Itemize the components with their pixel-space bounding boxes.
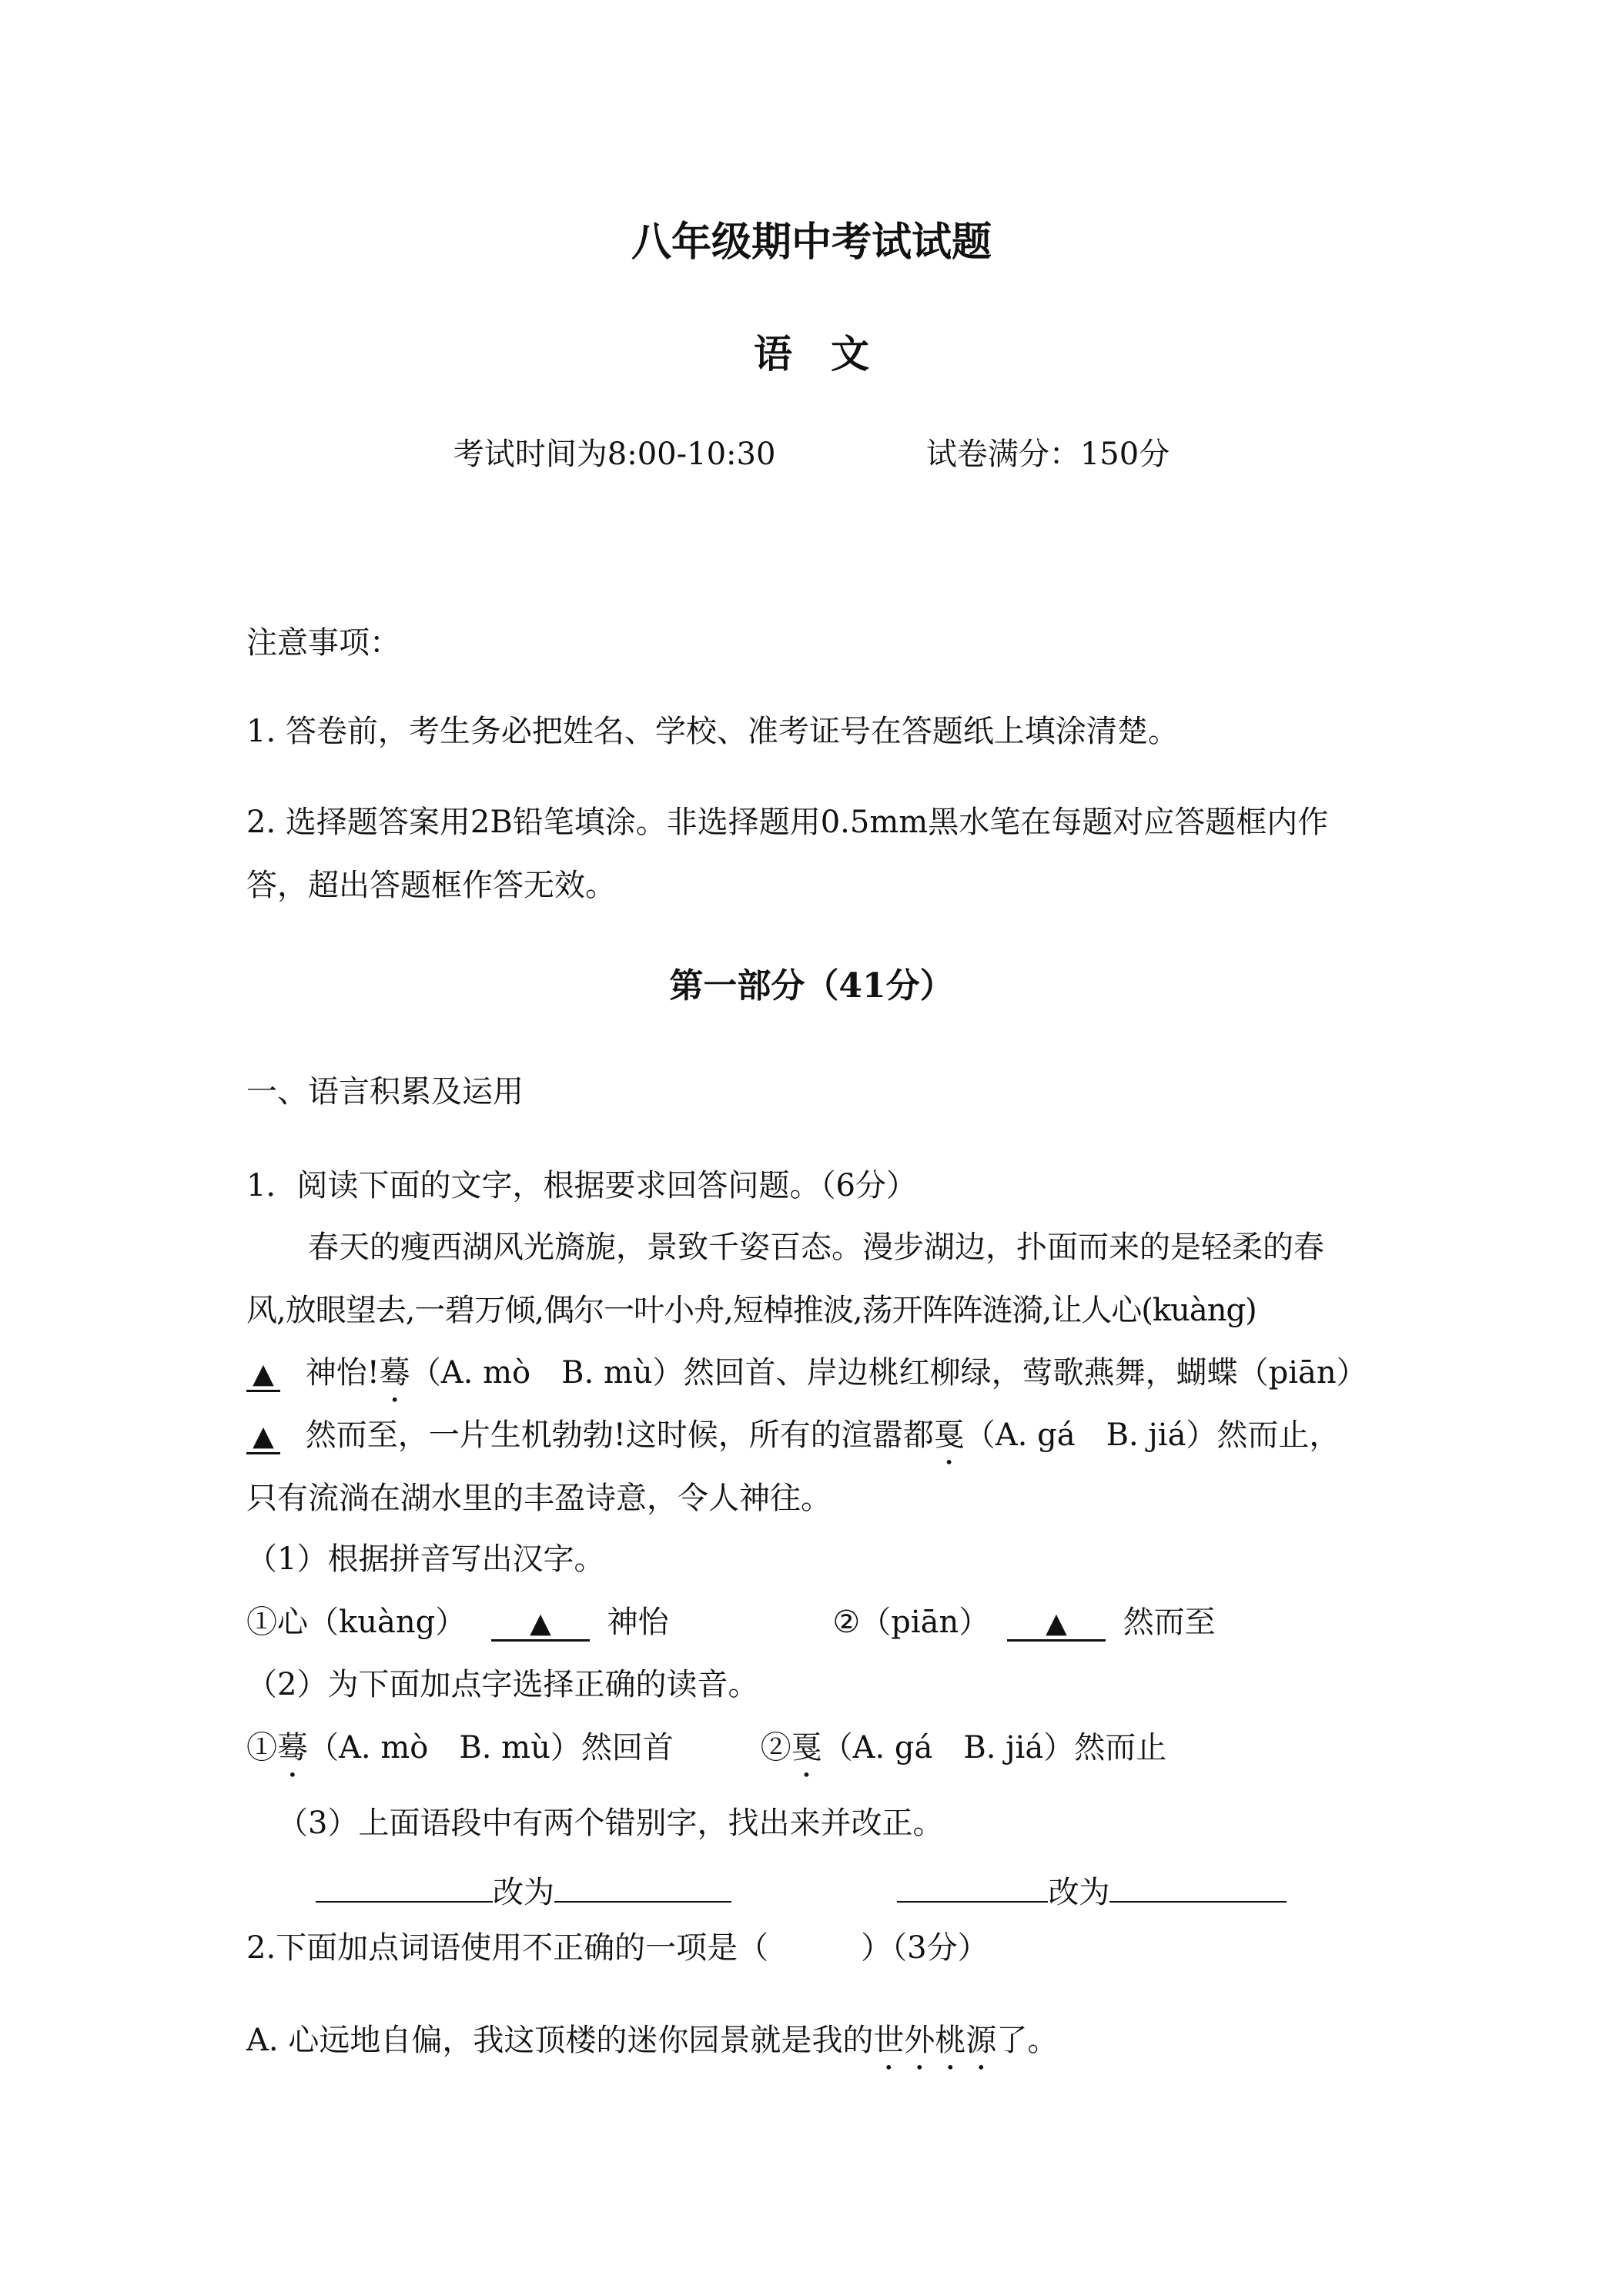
passage-line-1: 春天的瘦西湖风光旖旎，景致千姿百态。漫步湖边，扑面而来的是轻柔的春 [246, 1230, 1324, 1265]
option-text: （A. mò B. mù）然回首 [308, 1730, 674, 1766]
passage-text: （A. gá B. jiá）然而止， [964, 1417, 1340, 1453]
option-number: ② [760, 1730, 791, 1766]
answer-blank[interactable] [246, 1356, 280, 1392]
answer-blank[interactable] [491, 1605, 590, 1642]
sub-question-2: （2）为下面加点字选择正确的读音。 [246, 1667, 759, 1702]
option-text: （A. gá B. jiá）然而止 [822, 1730, 1167, 1766]
note-item-1: 1. 答卷前，考生务必把姓名、学校、准考证号在答题纸上填涂清楚。 [246, 714, 1179, 749]
triangle-marker-icon: ▲ [253, 1358, 274, 1390]
sub-question-1: （1）根据拼音写出汉字。 [246, 1541, 605, 1577]
answer-blank[interactable] [246, 1418, 280, 1454]
passage-line-2: 风,放眼望去,一碧万倾,偶尔一叶小舟,短棹推波,荡开阵阵涟漪,让人心(kuàng) [246, 1293, 1257, 1328]
dotted-character: 蓦 [379, 1355, 410, 1391]
blank-suffix: 然而至 [1123, 1605, 1216, 1640]
passage-text: 然而至，一片生机勃勃!这时候，所有的渲嚣都 [305, 1417, 934, 1453]
passage-line-5: 只有流淌在湖水里的丰盈诗意，令人神往。 [246, 1481, 832, 1516]
triangle-marker-icon: ▲ [530, 1608, 551, 1639]
question-2-stem: 2.下面加点词语使用不正确的一项是（ ）（3分） [246, 1930, 989, 1966]
change-to-label: 改为 [1048, 1875, 1110, 1910]
option-text: A. 心远地自偏，我这顶楼的迷你园景就是我的 [246, 2023, 874, 2058]
option-text: 了。 [996, 2023, 1059, 2058]
section-heading: 一、语言积累及运用 [246, 1074, 524, 1110]
blank-prefix: ①心（kuàng） [246, 1605, 467, 1640]
wrong-char-blank[interactable] [316, 1867, 493, 1903]
exam-time: 考试时间为8:00-10:30 [453, 437, 776, 472]
note-item-2-line-2: 答，超出答题框作答无效。 [246, 868, 616, 903]
sub-question-1-blanks [246, 1599, 1216, 1645]
question-2-option-a [246, 2017, 1058, 2077]
dotted-character: 戛 [933, 1417, 965, 1453]
blank-suffix: 神怡 [607, 1605, 669, 1640]
full-score: 试卷满分：150分 [925, 437, 1170, 472]
triangle-marker-icon: ▲ [1046, 1608, 1067, 1639]
passage-text: 神怡! [305, 1355, 380, 1391]
wrong-char-blank[interactable] [897, 1867, 1048, 1903]
option-number: ① [246, 1730, 277, 1766]
triangle-marker-icon: ▲ [253, 1421, 274, 1452]
correction-blanks [316, 1867, 1287, 1916]
correct-char-blank[interactable] [1109, 1867, 1287, 1903]
sub-question-3: （3）上面语段中有两个错别字，找出来并改正。 [277, 1806, 944, 1841]
dotted-character: 蓦 [277, 1730, 308, 1766]
notes-heading: 注意事项： [246, 625, 400, 661]
blank-prefix: ②（piān） [832, 1605, 990, 1640]
passage-text: （A. mò B. mù）然回首、岸边桃红柳绿，莺歌燕舞，蝴蝶（piān） [410, 1355, 1367, 1391]
dotted-character: 戛 [791, 1730, 822, 1766]
part-one-heading: 第一部分（41分） [669, 966, 954, 1006]
exam-info [0, 431, 1623, 477]
exam-title: 八年级期中考试试题 [631, 219, 992, 266]
passage-line-3 [246, 1350, 1367, 1409]
subject-title: 语 文 [754, 331, 869, 377]
change-to-label: 改为 [493, 1875, 554, 1910]
question-1-stem: 1．阅读下面的文字，根据要求回答问题。（6分） [246, 1168, 917, 1203]
correct-char-blank[interactable] [554, 1867, 731, 1903]
sub-question-2-options [246, 1725, 1166, 1784]
dotted-phrase: 世外桃源 [873, 2023, 997, 2058]
passage-line-4 [246, 1412, 1340, 1471]
answer-blank[interactable] [1007, 1605, 1106, 1642]
note-item-2-line-1: 2. 选择题答案用2B铅笔填涂。非选择题用0.5mm黑水笔在每题对应答题框内作 [246, 805, 1329, 840]
